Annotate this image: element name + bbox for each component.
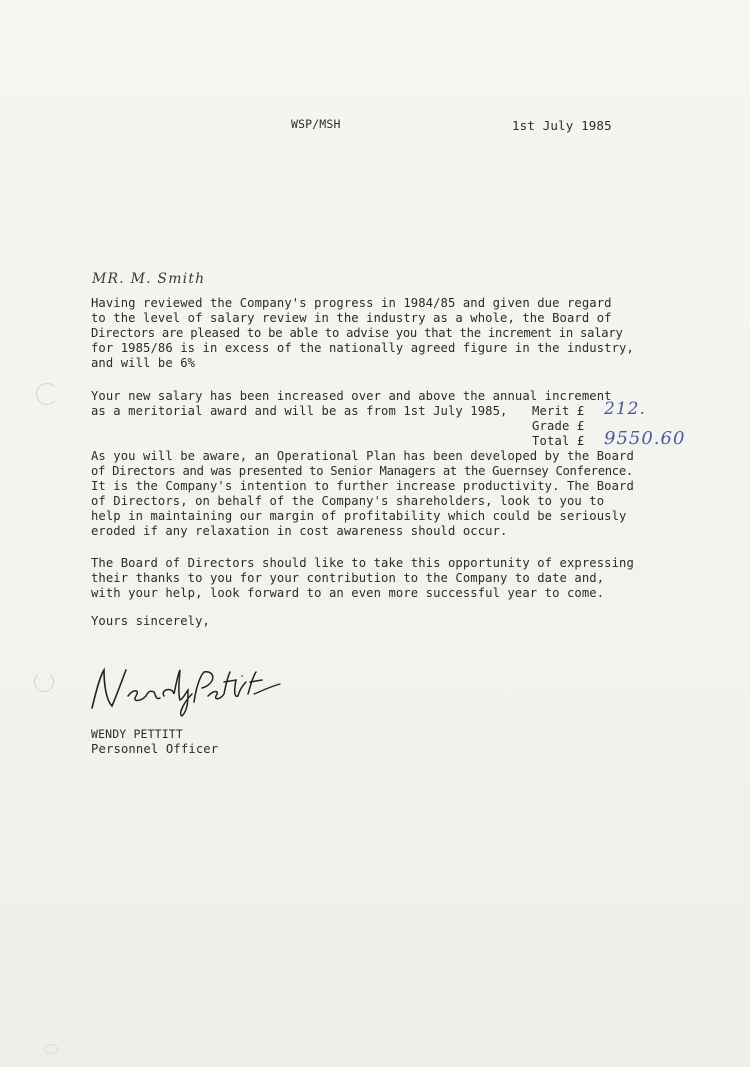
- text-line: eroded if any relaxation in cost awareness should occur.: [91, 524, 508, 538]
- text-line: with your help, look forward to an even more successful year to come.: [91, 586, 605, 600]
- text-line: and will be 6%: [91, 356, 196, 370]
- text-line: Directors are pleased to be able to advise you that the increment in salary: [91, 326, 623, 340]
- text-line: their thanks to you for your contribution to the Company to date and,: [91, 571, 605, 585]
- reference-code: WSP/MSH: [291, 117, 341, 131]
- total-value-handwritten: 9550.60: [604, 428, 686, 449]
- merit-label: Merit £: [532, 404, 585, 418]
- text-line: help in maintaining our margin of profitability which could be seriously: [91, 509, 627, 523]
- text-line: of Directors and was presented to Senior Managers at the Guernsey Conference.: [91, 464, 633, 478]
- text-line: Your new salary has been increased over and above the annual increment: [91, 389, 612, 403]
- text-line: Having reviewed the Company's progress in 1984/85 and given due regard: [91, 296, 612, 310]
- signatory-title: Personnel Officer: [91, 742, 219, 756]
- text-line: The Board of Directors should like to take this opportunity of expressing: [91, 556, 634, 570]
- signatory-name: WENDY PETTITT: [91, 727, 183, 741]
- letter-date: 1st July 1985: [512, 118, 612, 133]
- closing-salutation: Yours sincerely,: [91, 614, 210, 628]
- handwritten-signature: [84, 662, 294, 718]
- paper-speck: [44, 1044, 58, 1054]
- total-label: Total £: [532, 434, 585, 448]
- text-line: of Directors, on behalf of the Company's shareholders, look to you to: [91, 494, 605, 508]
- grade-label: Grade £: [532, 419, 585, 433]
- punch-hole-top: [36, 383, 58, 405]
- text-line: As you will be aware, an Operational Plan has been developed by the Board: [91, 449, 634, 463]
- merit-value-handwritten: 212.: [604, 399, 646, 419]
- text-line: as a meritorial award and will be as from 1st July 1985,: [91, 404, 508, 418]
- text-line: It is the Company's intention to further increase productivity. The Board: [91, 479, 634, 493]
- punch-hole-bottom: [34, 672, 54, 692]
- addressee-handwritten: MR. M. Smith: [92, 271, 206, 287]
- text-line: for 1985/86 is in excess of the nationally agreed figure in the industry,: [91, 341, 634, 355]
- text-line: to the level of salary review in the industry as a whole, the Board of: [91, 311, 612, 325]
